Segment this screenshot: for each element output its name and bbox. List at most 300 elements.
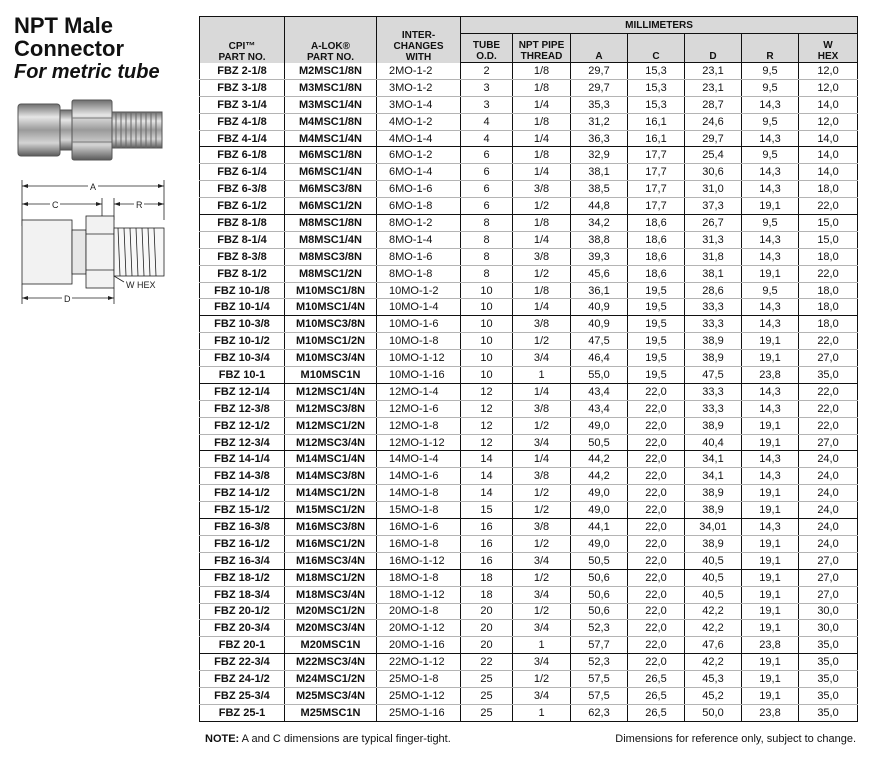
cell-dim-a: 38,1 bbox=[571, 164, 628, 181]
cell-dim-a: 44,8 bbox=[571, 198, 628, 215]
cell-dim-d: 28,6 bbox=[685, 282, 742, 299]
cell-npt-thread: 1/4 bbox=[513, 96, 571, 113]
table-row bbox=[200, 63, 858, 80]
cell-dim-r: 19,1 bbox=[742, 535, 799, 552]
cell-interchanges: 14MO-1-8 bbox=[377, 485, 461, 502]
cell-dim-w-hex: 15,0 bbox=[799, 231, 858, 248]
cell-tube-od: 22 bbox=[461, 654, 513, 671]
cell-alok-part-no: M10MSC3/8N bbox=[285, 316, 377, 333]
cell-alok-part-no: M6MSC1/4N bbox=[285, 164, 377, 181]
cell-dim-a: 50,6 bbox=[571, 586, 628, 603]
cell-dim-d: 45,2 bbox=[685, 687, 742, 704]
cell-dim-d: 28,7 bbox=[685, 96, 742, 113]
cell-tube-od: 2 bbox=[461, 63, 513, 80]
cell-alok-part-no: M4MSC1/8N bbox=[285, 113, 377, 130]
cell-dim-w-hex: 27,0 bbox=[799, 434, 858, 451]
cell-dim-w-hex: 12,0 bbox=[799, 79, 858, 96]
table-row bbox=[200, 248, 858, 265]
cell-alok-part-no: M12MSC1/2N bbox=[285, 417, 377, 434]
header-c: C bbox=[628, 34, 685, 63]
cell-cpi-part-no: FBZ 10-1/8 bbox=[200, 282, 285, 299]
table-row bbox=[200, 569, 858, 586]
cell-dim-a: 43,4 bbox=[571, 383, 628, 400]
cell-interchanges: 15MO-1-8 bbox=[377, 502, 461, 519]
cell-tube-od: 8 bbox=[461, 231, 513, 248]
cell-dim-c: 16,1 bbox=[628, 113, 685, 130]
cell-npt-thread: 1/8 bbox=[513, 147, 571, 164]
cell-dim-c: 18,6 bbox=[628, 215, 685, 232]
table-row bbox=[200, 316, 858, 333]
cell-dim-r: 19,1 bbox=[742, 620, 799, 637]
cell-dim-a: 44,2 bbox=[571, 468, 628, 485]
cell-dim-a: 31,2 bbox=[571, 113, 628, 130]
cell-dim-r: 19,1 bbox=[742, 654, 799, 671]
cell-tube-od: 14 bbox=[461, 485, 513, 502]
cell-dim-r: 19,1 bbox=[742, 569, 799, 586]
cell-dim-w-hex: 24,0 bbox=[799, 535, 858, 552]
table-row bbox=[200, 417, 858, 434]
cell-alok-part-no: M8MSC1/2N bbox=[285, 265, 377, 282]
cell-dim-w-hex: 15,0 bbox=[799, 215, 858, 232]
cell-dim-c: 22,0 bbox=[628, 502, 685, 519]
cell-cpi-part-no: FBZ 8-1/4 bbox=[200, 231, 285, 248]
cell-alok-part-no: M14MSC1/2N bbox=[285, 485, 377, 502]
cell-dim-r: 19,1 bbox=[742, 333, 799, 350]
dimension-diagram bbox=[10, 176, 190, 308]
cell-dim-a: 57,5 bbox=[571, 671, 628, 688]
cell-cpi-part-no: FBZ 12-3/8 bbox=[200, 400, 285, 417]
cell-dim-a: 40,9 bbox=[571, 299, 628, 316]
cell-tube-od: 15 bbox=[461, 502, 513, 519]
cell-interchanges: 16MO-1-12 bbox=[377, 552, 461, 569]
header-r: R bbox=[742, 34, 799, 63]
cell-dim-a: 36,3 bbox=[571, 130, 628, 147]
cell-dim-r: 14,3 bbox=[742, 181, 799, 198]
cell-dim-a: 62,3 bbox=[571, 704, 628, 721]
cell-dim-d: 38,9 bbox=[685, 485, 742, 502]
cell-dim-c: 22,0 bbox=[628, 637, 685, 654]
cell-dim-w-hex: 22,0 bbox=[799, 400, 858, 417]
table-row bbox=[200, 485, 858, 502]
cell-tube-od: 12 bbox=[461, 417, 513, 434]
table-row bbox=[200, 113, 858, 130]
cell-interchanges: 20MO-1-8 bbox=[377, 603, 461, 620]
table-row bbox=[200, 451, 858, 468]
cell-npt-thread: 1/2 bbox=[513, 671, 571, 688]
cell-cpi-part-no: FBZ 16-3/4 bbox=[200, 552, 285, 569]
cell-dim-r: 19,1 bbox=[742, 265, 799, 282]
cell-tube-od: 20 bbox=[461, 620, 513, 637]
cell-dim-c: 22,0 bbox=[628, 485, 685, 502]
cell-tube-od: 12 bbox=[461, 400, 513, 417]
cell-alok-part-no: M2MSC1/8N bbox=[285, 63, 377, 80]
cell-dim-r: 14,3 bbox=[742, 164, 799, 181]
cell-dim-d: 29,7 bbox=[685, 130, 742, 147]
cell-dim-d: 33,3 bbox=[685, 383, 742, 400]
table-row bbox=[200, 552, 858, 569]
cell-dim-w-hex: 30,0 bbox=[799, 603, 858, 620]
cell-tube-od: 16 bbox=[461, 519, 513, 536]
cell-dim-r: 19,1 bbox=[742, 198, 799, 215]
cell-npt-thread: 3/4 bbox=[513, 687, 571, 704]
header-alok: A-LOK® PART NO. bbox=[285, 17, 377, 63]
cell-dim-w-hex: 12,0 bbox=[799, 63, 858, 80]
cell-alok-part-no: M10MSC1/8N bbox=[285, 282, 377, 299]
header-cpi: CPI™ PART NO. bbox=[200, 17, 285, 63]
cell-dim-d: 50,0 bbox=[685, 704, 742, 721]
table-row bbox=[200, 468, 858, 485]
cell-tube-od: 4 bbox=[461, 113, 513, 130]
cell-tube-od: 10 bbox=[461, 350, 513, 367]
footnote bbox=[205, 733, 451, 745]
cell-cpi-part-no: FBZ 25-3/4 bbox=[200, 687, 285, 704]
cell-tube-od: 25 bbox=[461, 671, 513, 688]
footnote-label: NOTE: bbox=[205, 733, 240, 745]
cell-alok-part-no: M10MSC3/4N bbox=[285, 350, 377, 367]
cell-alok-part-no: M6MSC1/2N bbox=[285, 198, 377, 215]
table-row bbox=[200, 299, 858, 316]
cell-dim-c: 22,0 bbox=[628, 451, 685, 468]
cell-dim-r: 23,8 bbox=[742, 637, 799, 654]
dim-label-d: D bbox=[64, 294, 71, 304]
cell-dim-c: 22,0 bbox=[628, 468, 685, 485]
cell-dim-w-hex: 18,0 bbox=[799, 299, 858, 316]
cell-alok-part-no: M16MSC1/2N bbox=[285, 535, 377, 552]
cell-dim-w-hex: 18,0 bbox=[799, 316, 858, 333]
cell-dim-d: 33,3 bbox=[685, 316, 742, 333]
table-row bbox=[200, 265, 858, 282]
cell-alok-part-no: M12MSC3/8N bbox=[285, 400, 377, 417]
cell-dim-d: 37,3 bbox=[685, 198, 742, 215]
cell-dim-a: 36,1 bbox=[571, 282, 628, 299]
cell-npt-thread: 1/4 bbox=[513, 164, 571, 181]
cell-dim-c: 15,3 bbox=[628, 63, 685, 80]
cell-dim-r: 19,1 bbox=[742, 485, 799, 502]
cell-tube-od: 8 bbox=[461, 248, 513, 265]
cell-npt-thread: 3/8 bbox=[513, 316, 571, 333]
cell-dim-d: 33,3 bbox=[685, 299, 742, 316]
table-row bbox=[200, 519, 858, 536]
cell-alok-part-no: M14MSC1/4N bbox=[285, 451, 377, 468]
table-row bbox=[200, 215, 858, 232]
cell-dim-a: 57,5 bbox=[571, 687, 628, 704]
cell-dim-w-hex: 24,0 bbox=[799, 451, 858, 468]
cell-dim-c: 17,7 bbox=[628, 164, 685, 181]
header-interchanges: INTER- CHANGES WITH bbox=[377, 17, 461, 63]
cell-tube-od: 8 bbox=[461, 265, 513, 282]
cell-dim-r: 19,1 bbox=[742, 350, 799, 367]
cell-dim-c: 26,5 bbox=[628, 687, 685, 704]
cell-interchanges: 8MO-1-8 bbox=[377, 265, 461, 282]
cell-tube-od: 3 bbox=[461, 96, 513, 113]
header-w-hex: W HEX bbox=[799, 34, 858, 63]
cell-dim-c: 19,5 bbox=[628, 333, 685, 350]
cell-alok-part-no: M6MSC3/8N bbox=[285, 181, 377, 198]
cell-dim-r: 14,3 bbox=[742, 451, 799, 468]
cell-alok-part-no: M20MSC1/2N bbox=[285, 603, 377, 620]
cell-cpi-part-no: FBZ 14-1/2 bbox=[200, 485, 285, 502]
cell-npt-thread: 1/8 bbox=[513, 215, 571, 232]
dim-label-a: A bbox=[90, 182, 97, 192]
table-row bbox=[200, 434, 858, 451]
cell-dim-d: 38,9 bbox=[685, 417, 742, 434]
cell-dim-a: 49,0 bbox=[571, 417, 628, 434]
table-row bbox=[200, 282, 858, 299]
cell-tube-od: 10 bbox=[461, 367, 513, 384]
cell-tube-od: 18 bbox=[461, 586, 513, 603]
cell-interchanges: 10MO-1-8 bbox=[377, 333, 461, 350]
cell-tube-od: 8 bbox=[461, 215, 513, 232]
cell-dim-w-hex: 24,0 bbox=[799, 468, 858, 485]
table-row bbox=[200, 400, 858, 417]
cell-interchanges: 10MO-1-2 bbox=[377, 282, 461, 299]
cell-cpi-part-no: FBZ 16-3/8 bbox=[200, 519, 285, 536]
cell-alok-part-no: M20MSC3/4N bbox=[285, 620, 377, 637]
cell-dim-w-hex: 22,0 bbox=[799, 198, 858, 215]
cell-dim-a: 44,1 bbox=[571, 519, 628, 536]
cell-interchanges: 6MO-1-4 bbox=[377, 164, 461, 181]
table-row bbox=[200, 603, 858, 620]
cell-dim-r: 23,8 bbox=[742, 704, 799, 721]
table-row bbox=[200, 181, 858, 198]
cell-dim-w-hex: 12,0 bbox=[799, 113, 858, 130]
cell-dim-d: 47,6 bbox=[685, 637, 742, 654]
table-row bbox=[200, 620, 858, 637]
cell-dim-r: 14,3 bbox=[742, 383, 799, 400]
cell-dim-a: 52,3 bbox=[571, 620, 628, 637]
cell-dim-r: 19,1 bbox=[742, 671, 799, 688]
cell-cpi-part-no: FBZ 3-1/4 bbox=[200, 96, 285, 113]
cell-tube-od: 20 bbox=[461, 637, 513, 654]
cell-dim-w-hex: 14,0 bbox=[799, 130, 858, 147]
cell-npt-thread: 1/4 bbox=[513, 383, 571, 400]
cell-npt-thread: 3/8 bbox=[513, 519, 571, 536]
cell-dim-c: 22,0 bbox=[628, 434, 685, 451]
cell-interchanges: 20MO-1-12 bbox=[377, 620, 461, 637]
cell-dim-w-hex: 27,0 bbox=[799, 586, 858, 603]
table-row bbox=[200, 333, 858, 350]
cell-dim-c: 19,5 bbox=[628, 367, 685, 384]
cell-interchanges: 25MO-1-8 bbox=[377, 671, 461, 688]
cell-interchanges: 8MO-1-2 bbox=[377, 215, 461, 232]
cell-dim-c: 22,0 bbox=[628, 654, 685, 671]
cell-cpi-part-no: FBZ 8-1/2 bbox=[200, 265, 285, 282]
cell-dim-a: 47,5 bbox=[571, 333, 628, 350]
cell-tube-od: 4 bbox=[461, 130, 513, 147]
cell-dim-w-hex: 24,0 bbox=[799, 519, 858, 536]
cell-dim-a: 50,6 bbox=[571, 603, 628, 620]
cell-alok-part-no: M10MSC1N bbox=[285, 367, 377, 384]
cell-tube-od: 3 bbox=[461, 79, 513, 96]
cell-interchanges: 12MO-1-12 bbox=[377, 434, 461, 451]
cell-dim-c: 17,7 bbox=[628, 198, 685, 215]
cell-npt-thread: 1/2 bbox=[513, 603, 571, 620]
cell-dim-r: 9,5 bbox=[742, 113, 799, 130]
cell-dim-r: 19,1 bbox=[742, 687, 799, 704]
cell-dim-r: 14,3 bbox=[742, 519, 799, 536]
table-row bbox=[200, 586, 858, 603]
cell-npt-thread: 1/2 bbox=[513, 417, 571, 434]
cell-dim-r: 14,3 bbox=[742, 231, 799, 248]
cell-cpi-part-no: FBZ 8-3/8 bbox=[200, 248, 285, 265]
cell-cpi-part-no: FBZ 10-1/2 bbox=[200, 333, 285, 350]
cell-interchanges: 8MO-1-6 bbox=[377, 248, 461, 265]
cell-cpi-part-no: FBZ 6-1/8 bbox=[200, 147, 285, 164]
cell-dim-w-hex: 14,0 bbox=[799, 164, 858, 181]
cell-tube-od: 10 bbox=[461, 282, 513, 299]
table-row bbox=[200, 637, 858, 654]
cell-npt-thread: 1/4 bbox=[513, 299, 571, 316]
table-row bbox=[200, 198, 858, 215]
cell-npt-thread: 1/8 bbox=[513, 79, 571, 96]
cell-alok-part-no: M22MSC3/4N bbox=[285, 654, 377, 671]
cell-dim-w-hex: 30,0 bbox=[799, 620, 858, 637]
cell-alok-part-no: M14MSC3/8N bbox=[285, 468, 377, 485]
cell-dim-c: 18,6 bbox=[628, 248, 685, 265]
cell-dim-c: 22,0 bbox=[628, 535, 685, 552]
cell-dim-w-hex: 18,0 bbox=[799, 181, 858, 198]
cell-npt-thread: 1/2 bbox=[513, 502, 571, 519]
cell-dim-d: 42,2 bbox=[685, 603, 742, 620]
cell-tube-od: 10 bbox=[461, 333, 513, 350]
cell-dim-r: 9,5 bbox=[742, 147, 799, 164]
table-row bbox=[200, 231, 858, 248]
cell-dim-r: 14,3 bbox=[742, 130, 799, 147]
cell-alok-part-no: M16MSC3/8N bbox=[285, 519, 377, 536]
spec-table-wrap bbox=[199, 16, 858, 722]
cell-tube-od: 16 bbox=[461, 552, 513, 569]
cell-dim-c: 17,7 bbox=[628, 181, 685, 198]
cell-alok-part-no: M15MSC1/2N bbox=[285, 502, 377, 519]
cell-dim-r: 14,3 bbox=[742, 299, 799, 316]
table-row bbox=[200, 147, 858, 164]
cell-dim-w-hex: 22,0 bbox=[799, 383, 858, 400]
cell-interchanges: 18MO-1-12 bbox=[377, 586, 461, 603]
cell-cpi-part-no: FBZ 24-1/2 bbox=[200, 671, 285, 688]
cell-npt-thread: 3/4 bbox=[513, 654, 571, 671]
cell-dim-r: 14,3 bbox=[742, 316, 799, 333]
cell-npt-thread: 1/2 bbox=[513, 198, 571, 215]
cell-cpi-part-no: FBZ 12-1/2 bbox=[200, 417, 285, 434]
cell-interchanges: 8MO-1-4 bbox=[377, 231, 461, 248]
table-row bbox=[200, 130, 858, 147]
cell-interchanges: 10MO-1-6 bbox=[377, 316, 461, 333]
cell-dim-w-hex: 22,0 bbox=[799, 417, 858, 434]
spec-table-body bbox=[200, 63, 858, 722]
cell-dim-d: 31,8 bbox=[685, 248, 742, 265]
cell-dim-d: 34,1 bbox=[685, 451, 742, 468]
cell-dim-w-hex: 35,0 bbox=[799, 704, 858, 721]
cell-dim-r: 14,3 bbox=[742, 248, 799, 265]
cell-tube-od: 10 bbox=[461, 299, 513, 316]
cell-alok-part-no: M18MSC3/4N bbox=[285, 586, 377, 603]
cell-cpi-part-no: FBZ 18-3/4 bbox=[200, 586, 285, 603]
cell-interchanges: 12MO-1-4 bbox=[377, 383, 461, 400]
cell-dim-a: 49,0 bbox=[571, 535, 628, 552]
cell-tube-od: 14 bbox=[461, 451, 513, 468]
cell-npt-thread: 3/4 bbox=[513, 552, 571, 569]
spec-table bbox=[199, 16, 858, 722]
cell-interchanges: 3MO-1-2 bbox=[377, 79, 461, 96]
cell-dim-d: 25,4 bbox=[685, 147, 742, 164]
cell-dim-r: 14,3 bbox=[742, 468, 799, 485]
cell-dim-d: 23,1 bbox=[685, 79, 742, 96]
footnote-text: A and C dimensions are typical finger-tight. bbox=[239, 733, 451, 745]
cell-dim-r: 14,3 bbox=[742, 400, 799, 417]
cell-cpi-part-no: FBZ 4-1/4 bbox=[200, 130, 285, 147]
cell-dim-d: 38,9 bbox=[685, 350, 742, 367]
cell-dim-a: 57,7 bbox=[571, 637, 628, 654]
header-tube-od: TUBE O.D. bbox=[461, 34, 513, 63]
cell-dim-c: 22,0 bbox=[628, 620, 685, 637]
cell-tube-od: 20 bbox=[461, 603, 513, 620]
cell-tube-od: 6 bbox=[461, 198, 513, 215]
cell-dim-w-hex: 24,0 bbox=[799, 485, 858, 502]
cell-dim-d: 40,5 bbox=[685, 569, 742, 586]
cell-dim-c: 16,1 bbox=[628, 130, 685, 147]
cell-cpi-part-no: FBZ 3-1/8 bbox=[200, 79, 285, 96]
cell-dim-r: 14,3 bbox=[742, 96, 799, 113]
cell-dim-w-hex: 35,0 bbox=[799, 671, 858, 688]
cell-npt-thread: 3/4 bbox=[513, 586, 571, 603]
cell-tube-od: 25 bbox=[461, 704, 513, 721]
cell-dim-a: 38,8 bbox=[571, 231, 628, 248]
cell-dim-c: 18,6 bbox=[628, 231, 685, 248]
cell-dim-d: 42,2 bbox=[685, 654, 742, 671]
cell-npt-thread: 1/4 bbox=[513, 451, 571, 468]
table-row bbox=[200, 383, 858, 400]
header-d: D bbox=[685, 34, 742, 63]
cell-dim-d: 40,4 bbox=[685, 434, 742, 451]
cell-dim-a: 38,5 bbox=[571, 181, 628, 198]
cell-npt-thread: 1/8 bbox=[513, 113, 571, 130]
cell-alok-part-no: M12MSC3/4N bbox=[285, 434, 377, 451]
cell-dim-d: 40,5 bbox=[685, 552, 742, 569]
cell-interchanges: 10MO-1-16 bbox=[377, 367, 461, 384]
cell-dim-d: 45,3 bbox=[685, 671, 742, 688]
cell-cpi-part-no: FBZ 16-1/2 bbox=[200, 535, 285, 552]
cell-dim-d: 31,3 bbox=[685, 231, 742, 248]
cell-dim-c: 15,3 bbox=[628, 79, 685, 96]
cell-dim-d: 33,3 bbox=[685, 400, 742, 417]
cell-interchanges: 4MO-1-4 bbox=[377, 130, 461, 147]
cell-dim-a: 45,6 bbox=[571, 265, 628, 282]
cell-interchanges: 16MO-1-6 bbox=[377, 519, 461, 536]
cell-tube-od: 12 bbox=[461, 383, 513, 400]
cell-alok-part-no: M20MSC1N bbox=[285, 637, 377, 654]
cell-npt-thread: 1/8 bbox=[513, 63, 571, 80]
cell-dim-a: 29,7 bbox=[571, 63, 628, 80]
cell-dim-d: 34,01 bbox=[685, 519, 742, 536]
header-millimeters: MILLIMETERS bbox=[461, 17, 858, 34]
cell-cpi-part-no: FBZ 14-3/8 bbox=[200, 468, 285, 485]
cell-dim-c: 22,0 bbox=[628, 586, 685, 603]
cell-dim-c: 19,5 bbox=[628, 350, 685, 367]
table-row bbox=[200, 535, 858, 552]
cell-interchanges: 12MO-1-6 bbox=[377, 400, 461, 417]
cell-alok-part-no: M25MSC3/4N bbox=[285, 687, 377, 704]
cell-dim-c: 22,0 bbox=[628, 519, 685, 536]
cell-alok-part-no: M25MSC1N bbox=[285, 704, 377, 721]
cell-cpi-part-no: FBZ 12-3/4 bbox=[200, 434, 285, 451]
dim-label-w-hex: W HEX bbox=[126, 280, 156, 290]
cell-cpi-part-no: FBZ 22-3/4 bbox=[200, 654, 285, 671]
page-title-line1: NPT Male bbox=[14, 13, 114, 38]
cell-alok-part-no: M6MSC1/8N bbox=[285, 147, 377, 164]
cell-interchanges: 10MO-1-4 bbox=[377, 299, 461, 316]
cell-cpi-part-no: FBZ 20-1/2 bbox=[200, 603, 285, 620]
cell-dim-w-hex: 22,0 bbox=[799, 333, 858, 350]
